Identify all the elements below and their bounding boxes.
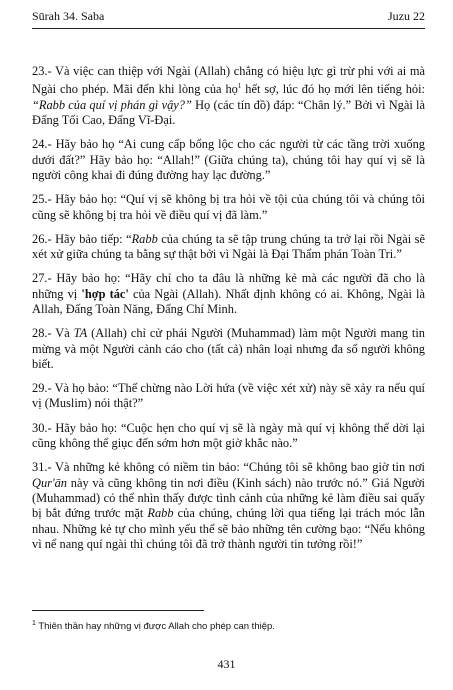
surah-title: Sūrah 34. Saba bbox=[32, 9, 105, 23]
verse-27 bbox=[32, 271, 425, 317]
verse-31-text-a: 31.- Và những kẻ không có niềm tin bảo: “Chúng tôi sẽ không bao giờ tin nơi bbox=[32, 460, 425, 475]
verse-31-italic-b: Rabb bbox=[147, 506, 174, 521]
verse-31-italic-a: Qur'ān bbox=[32, 475, 68, 490]
verse-30: 30.- Hãy bảo họ: “Cuộc hẹn cho quí vị sẽ là ngày mà quí vị không thể dời lại cũng không thể giục đến sớm hơn một giờ khắc nào.” bbox=[32, 420, 425, 451]
verse-29: 29.- Và họ bảo: “Thế chừng nào Lời hứa (về việc xét xử) này sẽ xảy ra nếu quí vị (Muslim) nói thật?” bbox=[32, 381, 425, 411]
verse-27-text-a: 27.- Hãy bảo họ: “Hãy chỉ cho ta đâu là những kẻ mà các người đã cho là những vị bbox=[32, 271, 425, 301]
footnote-reference: 1 bbox=[237, 82, 242, 91]
footnote-text: Thiên thần hay những vị được Allah cho phép can thiệp. bbox=[35, 621, 275, 633]
header-rule bbox=[32, 28, 425, 29]
verse-28-text-b: (Allah) chỉ cử phái Người (Muhammad) làm một Người mang tin mừng và một Người cảnh cáo cho (tất cả) nhân loại nhưng đa số người không biết. bbox=[32, 326, 425, 371]
verse-31-text-c: của chúng, chúng lời qua tiếng lại trách móc lẫn nhau. Những kẻ tự cho mình yếu thế sẽ bảo những tên cường bạo: “Nếu không vì nể nang quí ngài thì chúng tôi đã trở thành người tin tưởng rồi!” bbox=[32, 506, 425, 551]
running-header bbox=[32, 6, 425, 26]
verse-31 bbox=[32, 460, 425, 552]
verse-28 bbox=[32, 326, 425, 372]
verse-23-italic-quote: “Rabb của quí vị phán gì vậy?” bbox=[32, 97, 192, 112]
verse-25: 25.- Hãy bảo họ: “Quí vị sẽ không bị tra hỏi về tội của chúng tôi và chúng tôi cũng sẽ không bị tra hỏi về điều quí vị đã làm.” bbox=[32, 192, 425, 222]
verse-23-text-a: 23.- Và việc can thiệp với Ngài (Allah) chẳng có hiệu lực gì trừ phi với ai mà Ngài cho phép. Mãi đến khi lòng của họ bbox=[32, 64, 425, 97]
verse-28-text-a: 28.- Và bbox=[32, 326, 74, 341]
verse-27-text-b: của Ngài (Allah). Nhất định không có ai. Không, Ngài là Allah, Đấng Toàn Năng, Đấng Chí Minh. bbox=[32, 286, 425, 316]
verse-26-text-b: của chúng ta sẽ tập trung chúng ta trở lại rồi Ngài sẽ xét xử giữa chúng ta bằng sự thật bởi vì Ngài là Đại Thẩm phán Toàn Tri.” bbox=[32, 231, 425, 262]
verse-list bbox=[32, 64, 425, 561]
footnote-rule bbox=[32, 610, 204, 611]
page-number: 431 bbox=[217, 657, 236, 671]
verse-28-italic: TA bbox=[73, 326, 88, 341]
verse-23-text-b: hết sợ, lúc đó họ mới lên tiếng hỏi: bbox=[241, 82, 425, 97]
verse-26-italic: Rabb bbox=[131, 231, 158, 246]
verse-24: 24.- Hãy bảo họ “Ai cung cấp bổng lộc cho các người từ các tầng trời xuống dưới đất?” Hãy bảo họ: “Allah!” (Giữa chúng ta), chúng tôi hay quí vị sẽ là người công khai đi đúng đường hay lạc đường.” bbox=[32, 137, 425, 182]
verse-27-bold: 'hợp tác' bbox=[81, 286, 129, 301]
footnote bbox=[32, 618, 425, 633]
verse-31-text-b: này và cũng không tin nơi điều (Kinh sách) nào trước nó.” Giá Người (Muhammad) có thể nhìn thấy được tình cảnh của những kẻ làm điều sai quấy bị bắt đứng trước mặt bbox=[32, 475, 425, 521]
footnote-marker: 1 bbox=[32, 620, 36, 627]
verse-26 bbox=[32, 232, 425, 263]
verse-23-text-c: Họ (các tín đồ) đáp: “Chân lý.” Bởi vì Ngài là Đấng Tối Cao, Đấng Vĩ-Đại. bbox=[32, 97, 426, 128]
verse-26-text-a: 26.- Hãy bảo tiếp: “ bbox=[32, 231, 132, 246]
verse-23 bbox=[32, 64, 425, 128]
juz-label: Juzu 22 bbox=[388, 9, 425, 23]
